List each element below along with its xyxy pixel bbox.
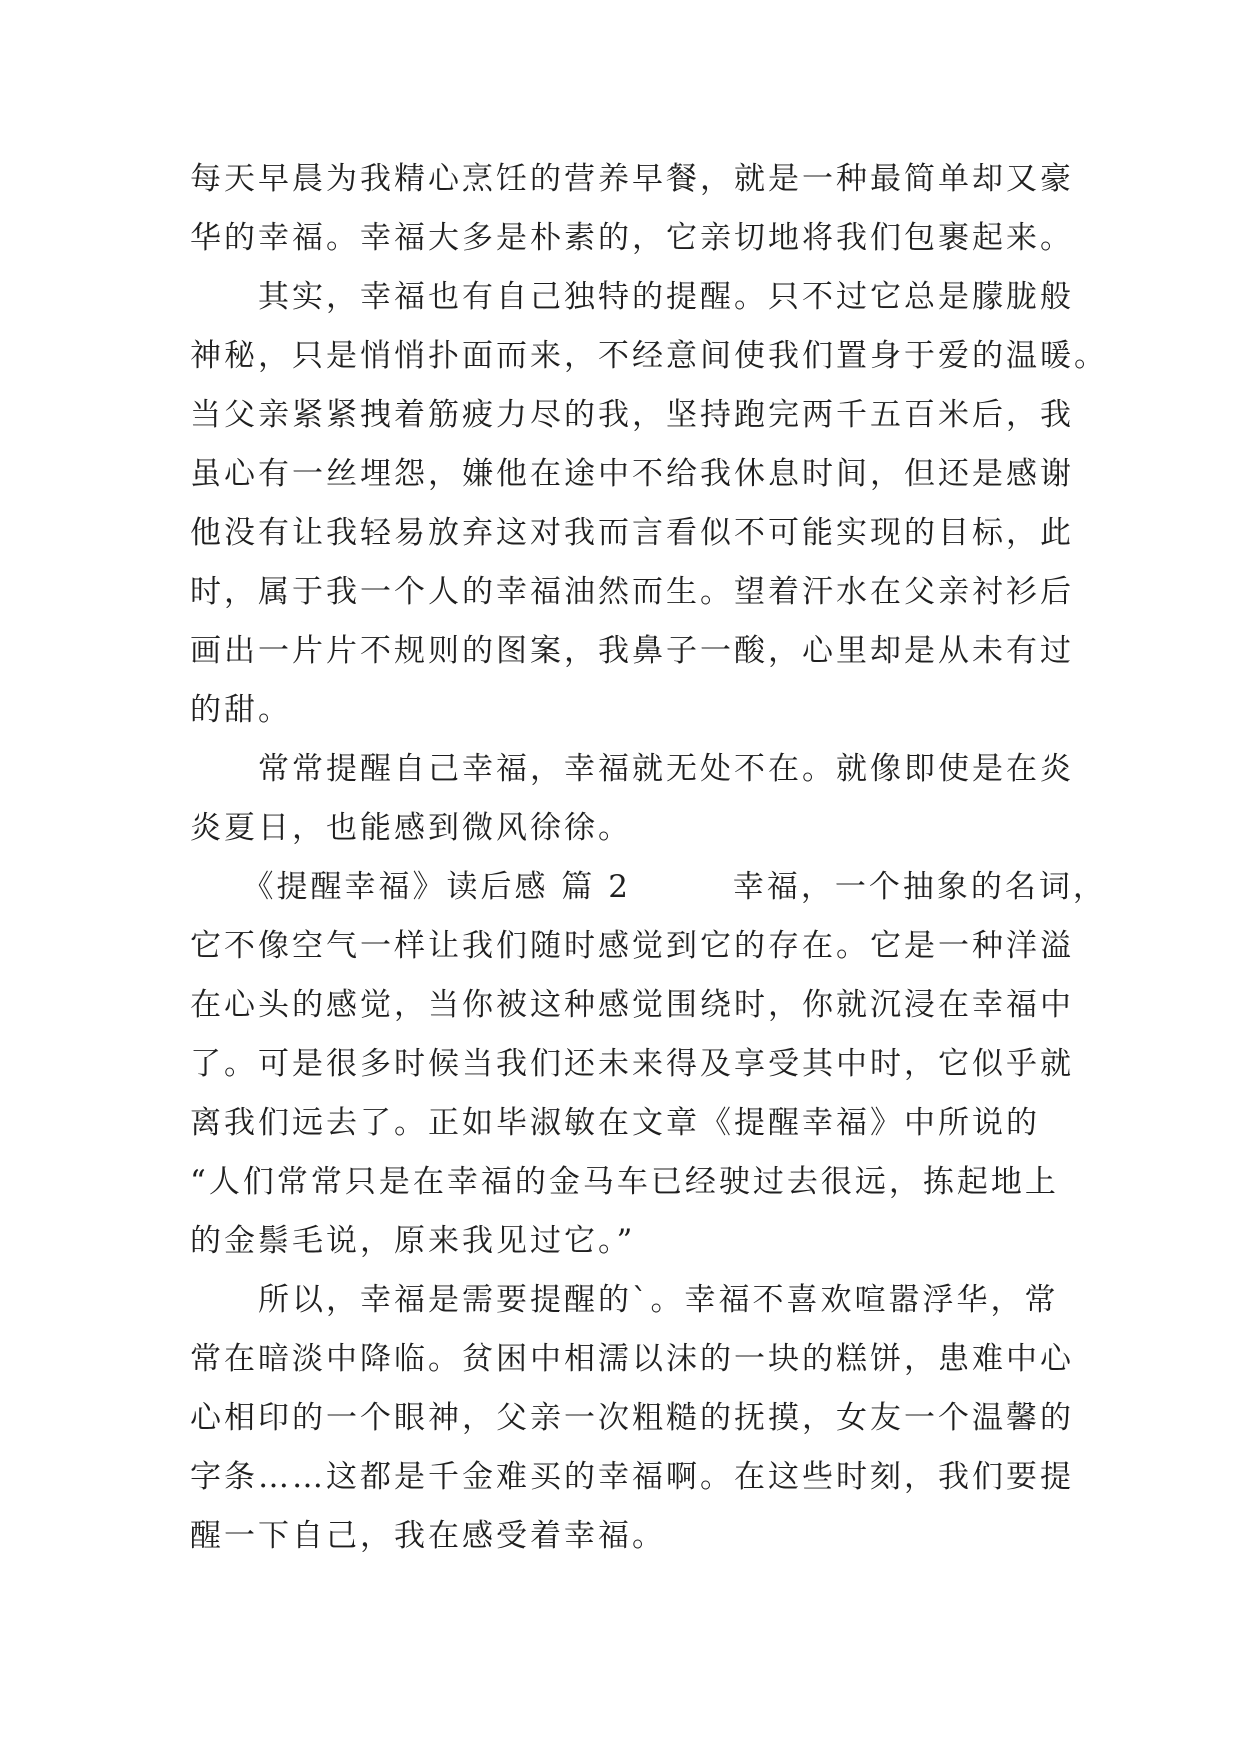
- document-body: [190, 150, 1108, 1566]
- text-line: 其实，幸福也有自己独特的提醒。只不过它总是朦胧般: [190, 279, 1074, 315]
- section-heading-line: 《提醒幸福》读后感 篇 2 幸福，一个抽象的名词，: [190, 869, 1107, 905]
- text-line: 字条……这都是千金难买的幸福啊。在这些时刻，我们要提: [190, 1459, 1074, 1495]
- text-line: 时，属于我一个人的幸福油然而生。望着汗水在父亲衬衫后: [190, 574, 1074, 610]
- text-line: 华的幸福。幸福大多是朴素的，它亲切地将我们包裹起来。: [190, 220, 1074, 256]
- text-line: 心相印的一个眼神，父亲一次粗糙的抚摸，女友一个温馨的: [190, 1400, 1074, 1436]
- text-line: 虽心有一丝埋怨，嫌他在途中不给我休息时间，但还是感谢: [190, 456, 1074, 492]
- text-line: 每天早晨为我精心烹饪的营养早餐，就是一种最简单却又豪: [190, 161, 1074, 197]
- text-line: 当父亲紧紧拽着筋疲力尽的我，坚持跑完两千五百米后，我: [190, 397, 1074, 433]
- text-line: 画出一片片不规则的图案，我鼻子一酸，心里却是从未有过: [190, 633, 1074, 669]
- text-line: 离我们远去了。正如毕淑敏在文章《提醒幸福》中所说的: [190, 1105, 1040, 1141]
- text-line: 了。可是很多时候当我们还未来得及享受其中时，它似乎就: [190, 1046, 1074, 1082]
- text-line: 它不像空气一样让我们随时感觉到它的存在。它是一种洋溢: [190, 928, 1074, 964]
- text-line: 的金鬃毛说，原来我见过它。”: [190, 1223, 636, 1259]
- text-line: 炎夏日，也能感到微风徐徐。: [190, 810, 632, 846]
- text-line: 常常提醒自己幸福，幸福就无处不在。就像即使是在炎: [190, 751, 1074, 787]
- text-line: 神秘，只是悄悄扑面而来，不经意间使我们置身于爱的温暖。: [190, 338, 1108, 374]
- text-line: 醒一下自己，我在感受着幸福。: [190, 1518, 666, 1554]
- text-line: 的甜。: [190, 692, 292, 728]
- text-line: “人们常常只是在幸福的金马车已经驶过去很远，拣起地上: [190, 1164, 1059, 1200]
- text-line: 常在暗淡中降临。贫困中相濡以沫的一块的糕饼，患难中心: [190, 1341, 1074, 1377]
- text-line: 他没有让我轻易放弃这对我而言看似不可能实现的目标，此: [190, 515, 1074, 551]
- text-line: 在心头的感觉，当你被这种感觉围绕时，你就沉浸在幸福中: [190, 987, 1074, 1023]
- text-line: 所以，幸福是需要提醒的`。幸福不喜欢喧嚣浮华，常: [190, 1282, 1059, 1318]
